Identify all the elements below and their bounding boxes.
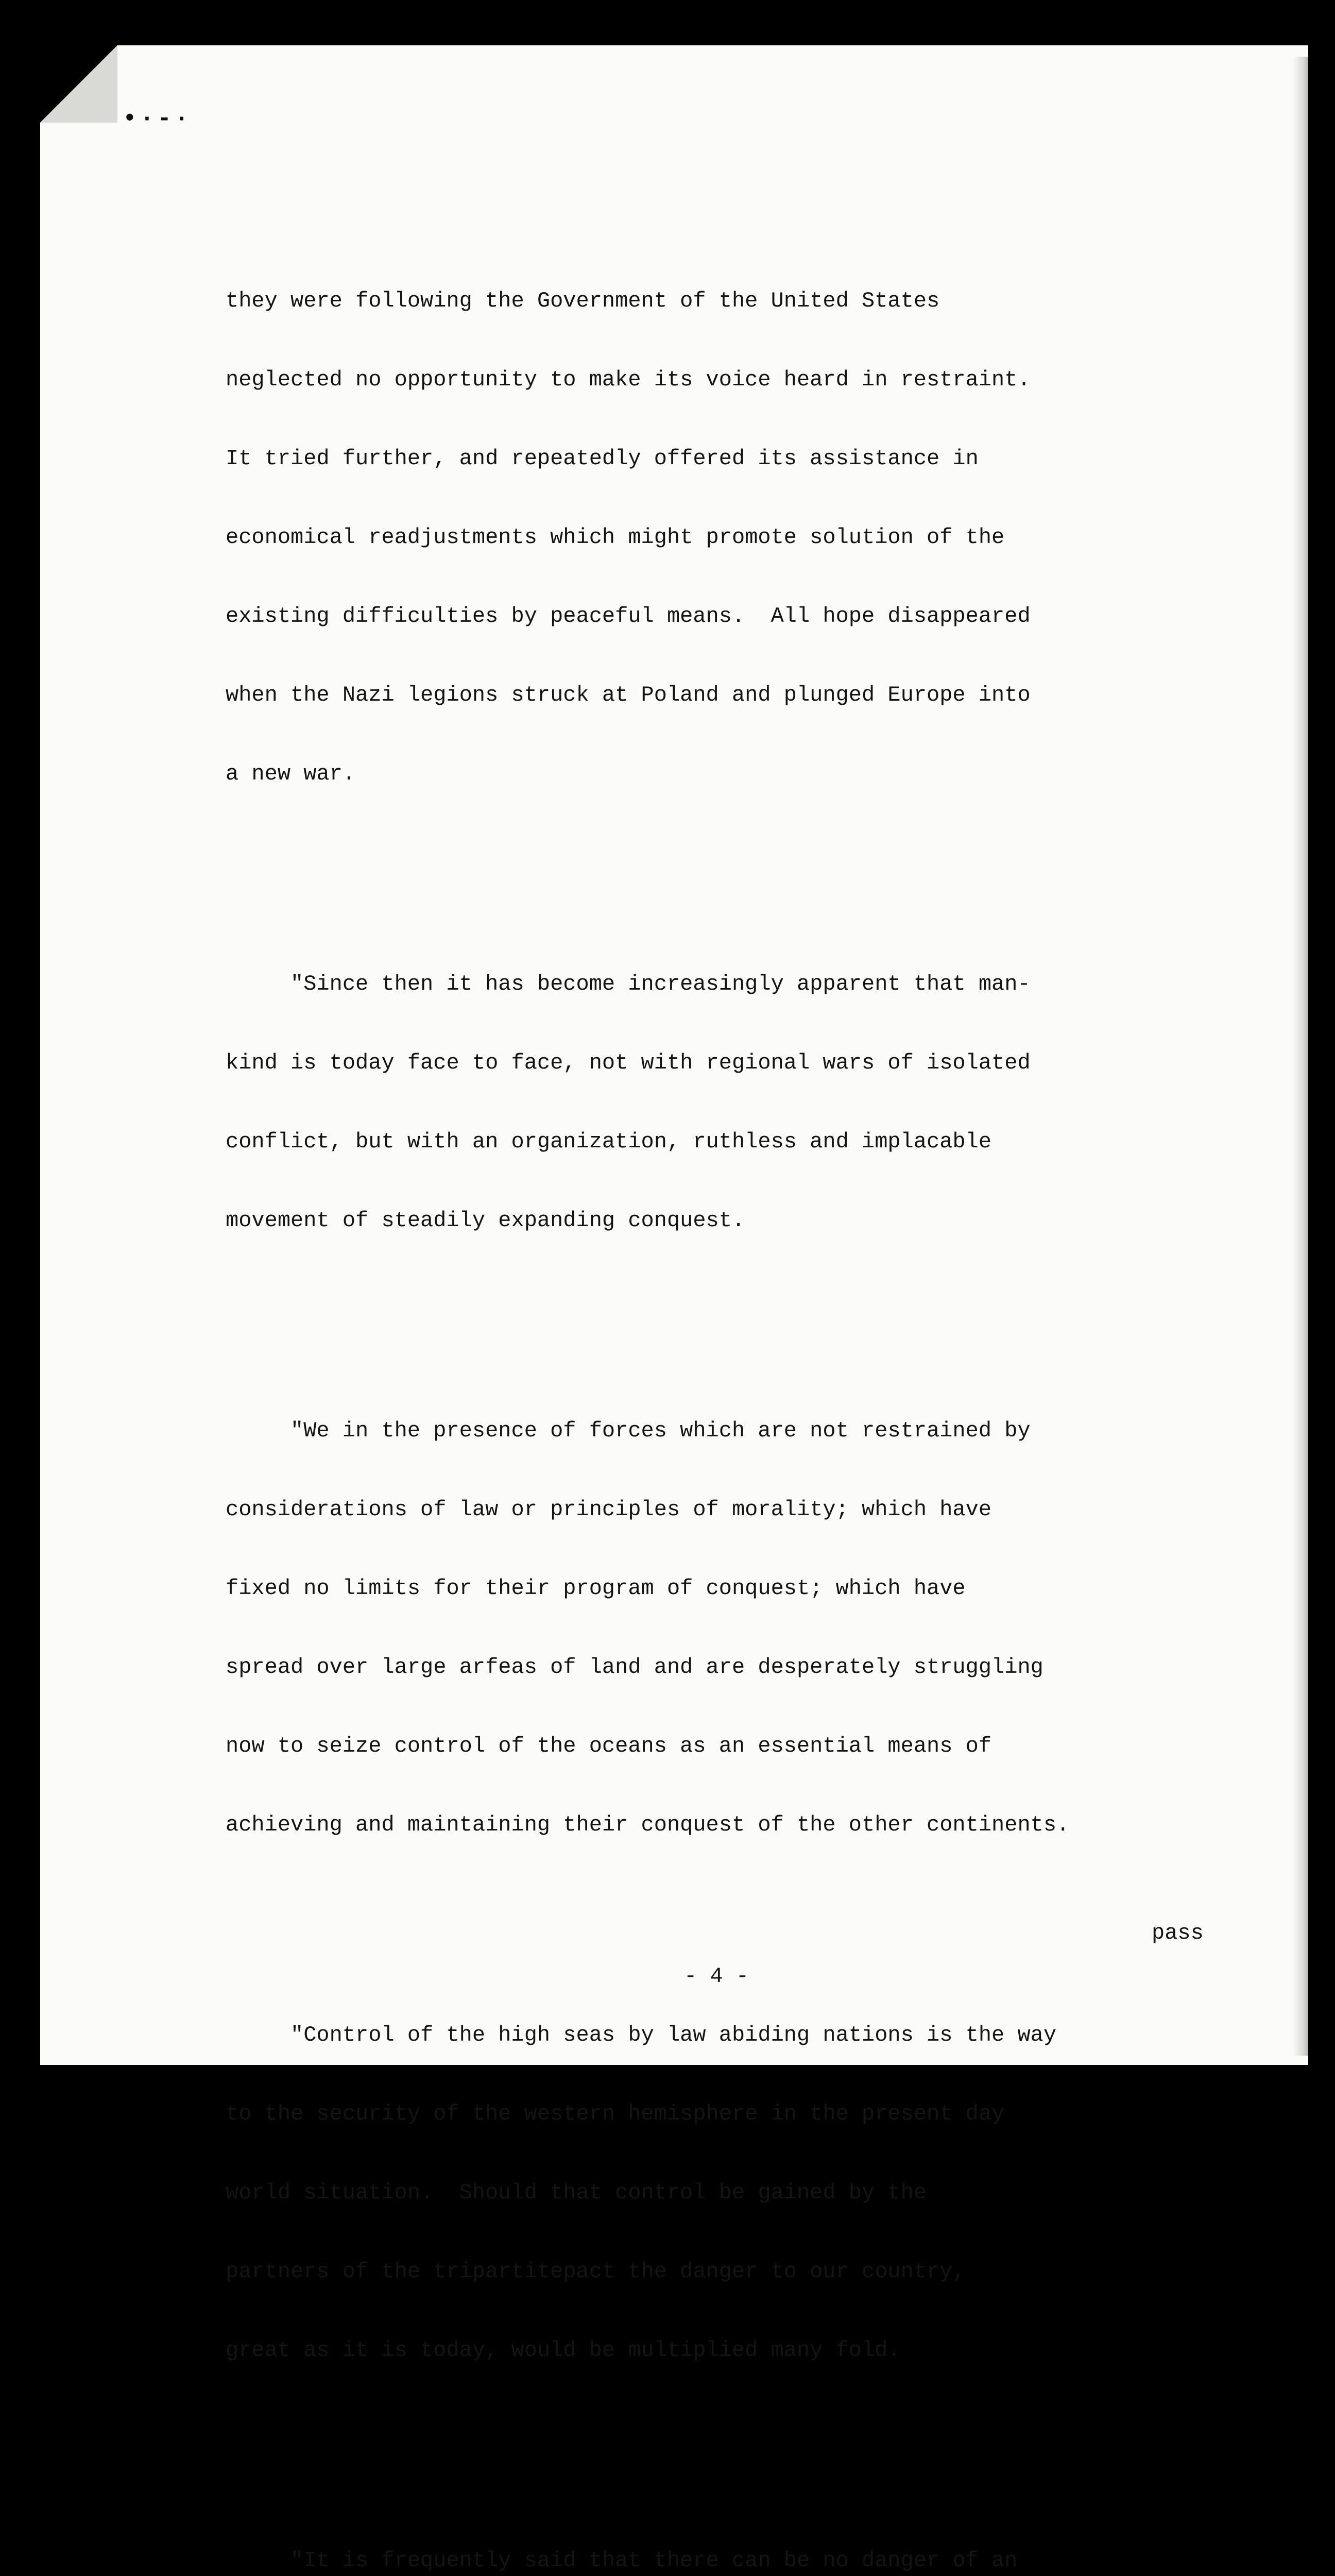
paragraph-5 <box>226 2495 1256 2576</box>
text-line: now to seize control of the oceans as an essential means of <box>226 1734 992 1758</box>
text-line: "It is frequently said that there can be no danger of an <box>226 2548 1018 2573</box>
text-line: "Control of the high seas by law abiding nations is the way <box>226 2023 1057 2047</box>
text-line: movement of steadily expanding conquest. <box>226 1208 745 1233</box>
text-line: economical readjustments which might promote solution of the <box>226 525 1005 550</box>
text-line: world situation. Should that control be gained by the <box>226 2180 927 2205</box>
page-edge-shadow <box>1293 57 1308 2056</box>
text-line: considerations of law or principles of morality; which have <box>226 1497 992 1522</box>
paragraph-2 <box>226 919 1256 1286</box>
folded-corner-flap <box>40 45 117 123</box>
text-line: fixed no limits for their program of conquest; which have <box>226 1576 966 1601</box>
catchword: pass <box>1152 1921 1204 1945</box>
text-line: a new war. <box>226 761 356 786</box>
paragraph-3 <box>226 1365 1256 1891</box>
text-line: spread over large arfeas of land and are desperately struggling <box>226 1655 1043 1680</box>
text-line: existing difficulties by peaceful means. All hope disappeared <box>226 604 1031 629</box>
text-line: achieving and maintaining their conquest of the other continents. <box>226 1812 1070 1837</box>
text-line: to the security of the western hemisphere in the present day <box>226 2102 1005 2126</box>
paragraph-4 <box>226 1970 1256 2416</box>
text-line: kind is today face to face, not with regional wars of isolated <box>226 1050 1031 1075</box>
text-line: "Since then it has become increasingly apparent that man- <box>226 972 1031 996</box>
text-line: It tried further, and repeatedly offered its assistance in <box>226 446 979 471</box>
text-line: when the Nazi legions struck at Poland and plunged Europe into <box>226 683 1031 707</box>
text-line: partners of the tripartitepact the danger to our country, <box>226 2259 966 2284</box>
text-line: conflict, but with an organization, ruthless and implacable <box>226 1129 992 1154</box>
page-number: - 4 - <box>684 1964 749 1989</box>
corner-mark: •·-· <box>123 106 192 132</box>
text-line: they were following the Government of the United States <box>226 289 940 313</box>
text-line: "We in the presence of forces which are not restrained by <box>226 1418 1031 1443</box>
text-line: great as it is today, would be multiplied many fold. <box>226 2338 901 2363</box>
paragraph-1 <box>226 235 1256 840</box>
body-text <box>226 183 1256 2576</box>
text-line: neglected no opportunity to make its voice heard in restraint. <box>226 367 1031 392</box>
